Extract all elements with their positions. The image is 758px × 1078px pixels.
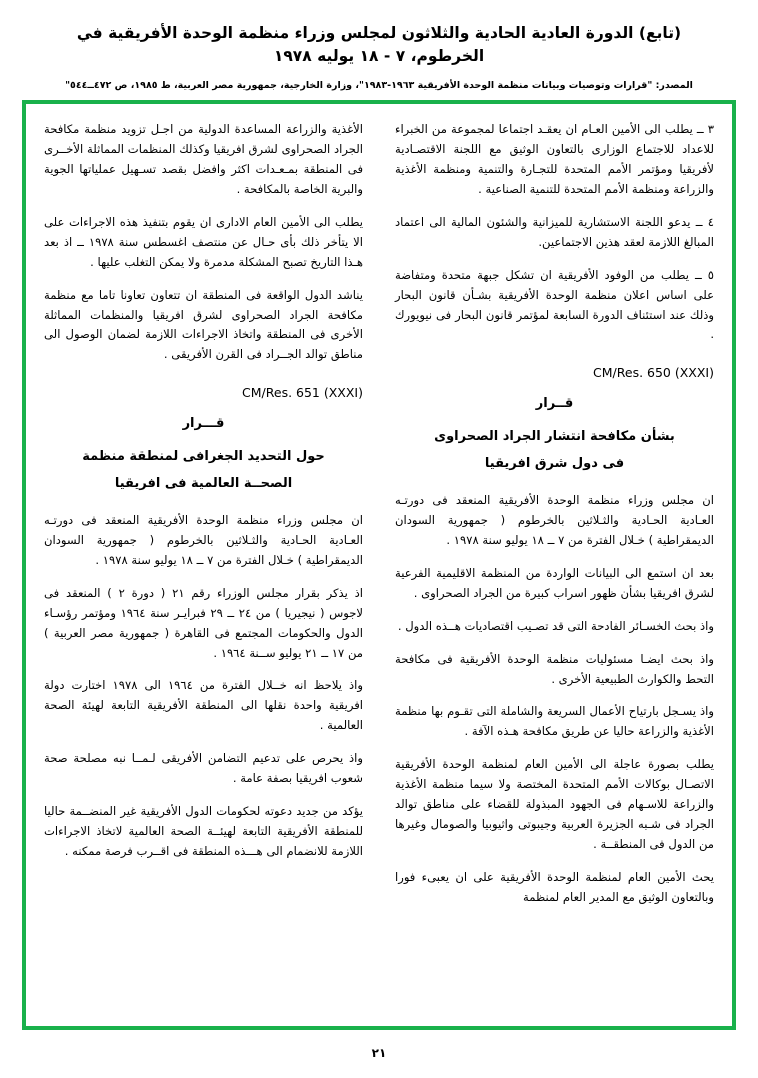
resolution-title-line: حول التحديد الجغرافى لمنطقة منظمة (82, 449, 325, 465)
paragraph: ٣ ــ يطلب الى الأمين العـام ان يعقـد اجتماعا لمجموعة من الخبراء للاعداد للاجتماع الوزارى بالتعاون الوثيق مع اللجنة الاقتصـادية لأفريقيا ومؤتمر الأمم المتحدة للتجـارة والتنمية ومنظمة الأغذية والزراعة ومنظمة الأمم المتحدة للتنمية الصناعية . (395, 122, 714, 196)
decision-heading: قــرار (535, 396, 574, 412)
page-title: (تابع) الدورة العادية الحادية والثلاثون لمجلس وزراء منظمة الوحدة الأفريقية في الخرطوم، ٧ - ١٨ يوليه ١٩٧٨ (76, 24, 682, 66)
paragraph: يطلب الى الأمين العام الادارى ان يقوم بتنفيذ هذه الاجراءات على الا يتأخر ذلك بأى حـال عن منتصف اغسطس سنة ١٩٧٨ ــ اذ بعد هـذا التاريخ تصبح المشكلة مدمرة ولا يمكن التغلب عليها . (44, 214, 363, 269)
paragraph: واذ يلاحظ انه خــلال الفترة من ١٩٦٤ الى ١٩٧٨ اختارت دولة افريقية واحدة نقلها الى المنطقة الأفريقية التابعة لهيئة الصحة العالمية . (44, 678, 363, 733)
column-right (379, 120, 714, 1012)
paragraph: يناشد الدول الواقعة فى المنطقة ان تتعاون تعاونا تاما مع منظمة مكافحة الجراد الصحراوى لشرق افريقيا والمنظمات المماثلة الأخرى فى المنطقة واتخاذ الاجراءات اللازمة لضمان الوصول الى مناطق توالد الجــراد فى القرن الأفريقى . (44, 287, 363, 362)
resolution-title-line: الصحــة العالمية فى افريقيا (114, 476, 293, 492)
paragraph: يطلب بصورة عاجلة الى الأمين العام لمنظمة الوحدة الأفريقية الاتصـال بوكالات الأمم المتحدة المختصة ولا سيما منظمة الأغذية والزراعة للاسـهام فى الجهود المبذولة للقضاء على مناطق توالد الجراد فى شـبه الجزيرة العربية وجيبوتى واثيوبيا والصومال وغيرها من الدول فى المنطقــة . (395, 757, 714, 852)
paragraph: ان مجلس وزراء منظمة الوحدة الأفريقية المنعقد فى دورتـه العـادية الحـادية والثـلاثين بالخرطوم ( جمهورية السودان الديمقراطية ) خـلال الفترة من ٧ ــ ١٨ يوليو سنة ١٩٧٨ . (44, 512, 363, 567)
page-header (0, 0, 758, 93)
resolution-title (395, 427, 714, 475)
resolution-title-line: فى دول شرق افريقيا (484, 456, 625, 472)
paragraph: يحث الأمين العام لمنظمة الوحدة الأفريقية على ان يعبىء فورا وبالتعاون الوثيق مع المدير العام لمنظمة (395, 870, 714, 904)
paragraph: الأغذية والزراعة المساعدة الدولية من اجـل تزويد منظمة مكافحة الجراد الصحراوى لشرق افريقيا وكذلك المنظمات المماثلة الأخــرى فى المنطقة بمـعـدات اكثر وافضل بقصد تسـهيل عملياتها الجوية والبرية الخاصة بالمكافحة . (44, 122, 363, 196)
paragraph: واذ بحث الخسـائر الفادحة التى قد تصـيب اقتصاديات هــذه الدول . (397, 618, 714, 633)
resolution-title-line: بشأن مكافحة انتشار الجراد الصحراوى (434, 429, 675, 445)
paragraph: واذ يسـجل بارتياح الأعمال السريعة والشاملة التى تقـوم بها منظمة الأغذية والزراعة حاليا عن طريق مكافحة هـذه الآفة . (395, 704, 714, 739)
paragraph: اذ يذكر بقرار مجلس الوزراء رقم ٢١ ( دورة ٢ ) المنعقد فى لاجوس ( نيجيريا ) من ٢٤ ــ ٢٩ فبرايـر سنة ١٩٦٤ ومؤتمر رؤسـاء الدول والحكومات المجتمع فى القاهرة ( جمهورية مصر العربية ) من ١٧ ــ ٢١ يوليو ســنة ١٩٦٤ . (44, 585, 363, 660)
source-note: المصدر: "قرارات وتوصيات وبيانات منظمة الوحدة الأفريقية ١٩٦٣-١٩٨٣"، وزارة الخارجية، جمهورية مصر العربية، ط ١٩٨٥، ص ٤٧٢ــ٥٤٤" (65, 79, 693, 91)
paragraph: بعد ان استمع الى البيانات الواردة من المنظمة الاقليمية الفرعية لشرق افريقيا بشأن ظهور اسراب كبيرة من الجراد الصحراوى . (395, 565, 714, 600)
paragraph: يؤكد من جديد دعوته لحكومات الدول الأفريقية غير المنضــمة حاليا للمنطقة الأفريقية التابعة لهيئــة الصحة العالمية لاتخاذ الاجراءات اللازمة للانضمام الى هـــذه المنطقة فى اقــرب فرصة ممكنه . (44, 804, 363, 859)
resolution-id: CM/Res. 650 (XXXI) (593, 365, 714, 381)
paragraph: ان مجلس وزراء منظمة الوحدة الأفريقية المنعقد فى دورتـه العـادية الحـادية والثـلاثين بالخرطوم ( جمهورية السودان الديمقراطية ) خـلال الفترة من ٧ ــ ١٨ يوليو سنة ١٩٧٨ . (395, 492, 714, 547)
page-number: ٢١ (371, 1046, 387, 1060)
two-column-body (44, 120, 714, 1012)
paragraph: ٥ ــ يطلب من الوفود الأفريقية ان تشكل جبهة متحدة ومتفاضة على اساس اعلان منظمة الوحدة الأفريقية بشـأن قانون البحار وذلك عند استئناف الدورة السابعة لمؤتمر قانون البحار فى نيويورك . (395, 267, 714, 342)
resolution-title (44, 447, 363, 495)
paragraph: واذ بحث ايضـا مسئوليات منظمة الوحدة الأفريقية فى مكافحة التحط والكوارث الطبيعية الأخرى . (395, 651, 714, 686)
paragraph: ٤ ــ يدعو اللجنة الاستشارية للميزانية والشئون المالية الى اعتماد المبالغ اللازمة لعقد هذين الاجتماعين. (395, 214, 714, 249)
resolution-id: CM/Res. 651 (XXXI) (242, 385, 363, 401)
green-border-frame (22, 100, 736, 1030)
decision-heading: قـــرار (182, 416, 225, 432)
column-left (44, 120, 379, 1012)
paragraph: واذ يحرص على تدعيم التضامن الأفريقى لـمــا نبه مصلحة صحة شعوب افريقيا بصفة عامة . (44, 751, 363, 786)
